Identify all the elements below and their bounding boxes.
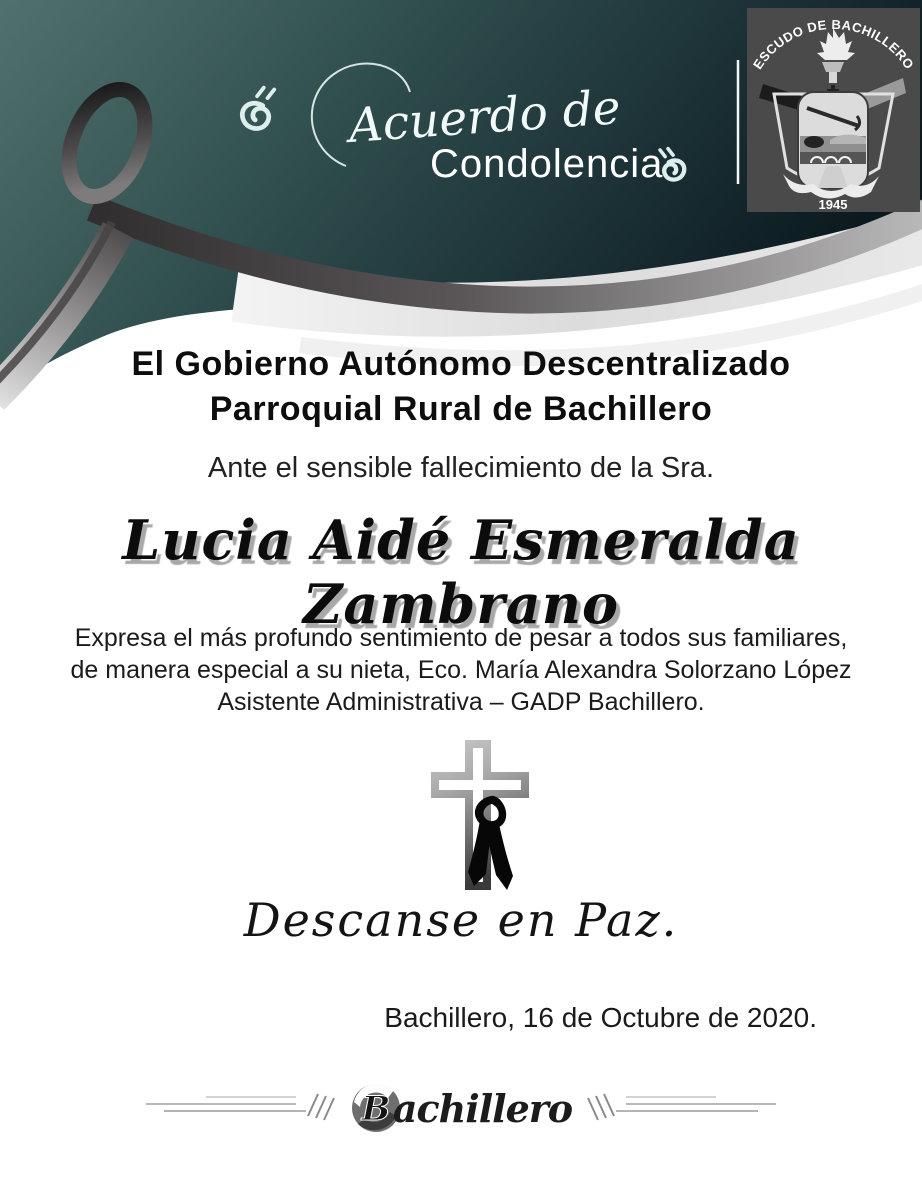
org-title — [0, 342, 922, 432]
bachillero-logo — [350, 1082, 572, 1134]
emblem-arc-text: ESCUDO DE BACHILLERO — [749, 16, 918, 73]
subtitle: Ante el sensible fallecimiento de la Sra. — [207, 452, 715, 484]
message-line1: Expresa el más profundo sentimiento de pesar a todos sus familiares, — [74, 624, 848, 652]
logo-initial: B — [361, 1089, 391, 1129]
footer-flourish-right — [576, 1086, 776, 1130]
org-title-line2: Parroquial Rural de Bachillero — [209, 390, 713, 428]
emblem-year: 1945 — [818, 197, 848, 212]
farewell-text: Descanse en Paz. — [243, 893, 679, 947]
banner-title-line1: Acuerdo de — [347, 80, 623, 154]
message-line3: Asistente Administrativa – GADP Bachillero. — [217, 688, 705, 716]
condolence-message — [0, 622, 922, 718]
deceased-name: Lucia Aidé Esmeralda Zambrano — [122, 508, 800, 636]
cross-with-mourning-ribbon-icon — [425, 738, 535, 898]
logo-text: achillero — [392, 1085, 573, 1131]
bachillero-coat-of-arms — [747, 8, 920, 212]
footer-flourish-left — [146, 1086, 346, 1130]
banner-title-line2: Condolencia — [430, 142, 664, 186]
footer-brand — [0, 1082, 922, 1134]
org-title-line1: El Gobierno Autónomo Descentralizado — [131, 345, 791, 383]
dateline: Bachillero, 16 de Octubre de 2020. — [384, 1002, 817, 1033]
message-line2: de manera especial a su nieta, Eco. María Alexandra Solorzano López — [70, 656, 852, 684]
